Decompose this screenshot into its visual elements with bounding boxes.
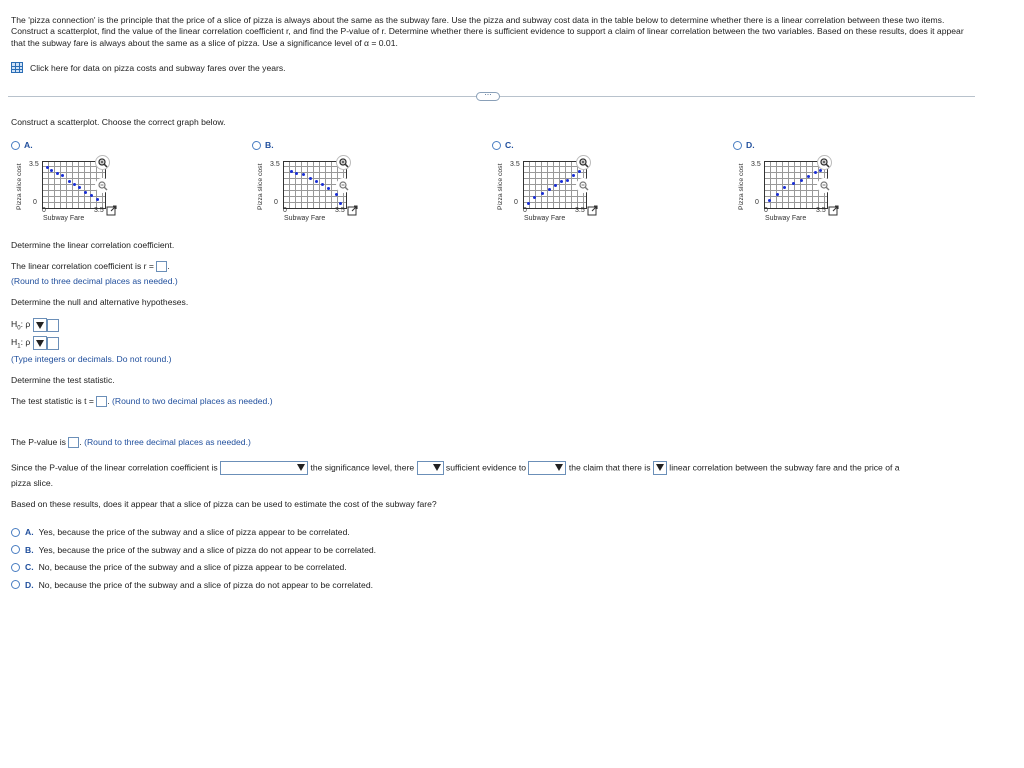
scatter-point [339,202,342,205]
y-tick-min: 0 [755,199,759,206]
zoom-out-icon[interactable] [95,178,110,193]
teststat-note: (Round to two decimal places as needed.) [112,396,273,406]
scatter-point [68,180,71,183]
conclusion-part4: the claim that there is [568,462,651,473]
option-radio-row[interactable] [11,140,33,150]
x-tick-min: 0 [42,207,46,214]
y-tick-min: 0 [33,199,37,206]
y-tick-max: 3.5 [29,161,39,168]
external-link-icon[interactable] [827,204,840,217]
scatter-point [315,180,318,183]
final-option-d[interactable] [11,580,373,590]
scatter-point [84,191,87,194]
option-radio-row[interactable] [492,140,514,150]
h0-value-input[interactable] [47,319,59,332]
x-tick-min: 0 [283,207,287,214]
y-axis-label: Pizza slice cost [497,163,504,210]
scatter-point [768,199,771,202]
scatter-point [309,177,312,180]
expand-button[interactable]: ⋯ [476,92,500,101]
scatter-point [541,192,544,195]
scatter-point [46,166,49,169]
scatter-point [572,174,575,177]
scatter-prompt: Construct a scatterplot. Choose the correct graph below. [11,117,226,127]
external-link-icon[interactable] [586,204,599,217]
option-label: D. [746,140,755,150]
table-icon [11,62,23,73]
scatter-point [554,184,557,187]
r-input[interactable] [156,261,170,272]
scatter-point [290,170,293,173]
scatter-point [61,174,64,177]
scatter-point [533,196,536,199]
x-axis-label: Subway Fare [765,215,807,222]
scatter-point [78,186,81,189]
y-tick-min: 0 [274,199,278,206]
external-link-icon[interactable] [105,204,118,217]
corr-text: The linear correlation coefficient is r = [11,261,154,271]
zoom-in-icon[interactable] [817,155,832,170]
conclusion-part5: linear correlation between the subway fare and the price of a [669,462,900,473]
option-label: C. [505,140,514,150]
y-axis-label: Pizza slice cost [257,163,264,210]
y-tick-max: 3.5 [510,161,520,168]
y-tick-max: 3.5 [270,161,280,168]
option-text: No, because the price of the subway and a slice of pizza appear to be correlated. [38,562,347,573]
external-link-icon[interactable] [346,204,359,217]
chevron-down-icon [297,464,305,471]
chevron-down-icon [433,464,441,471]
y-tick-max: 3.5 [751,161,761,168]
scatter-point [295,172,298,175]
conclusion-part3: sufficient evidence to [445,462,527,473]
scatter-point [783,186,786,189]
h1-label: $H_1$: ρ [11,337,31,350]
radio-button[interactable] [11,580,20,589]
data-link-text[interactable]: Click here for data on pizza costs and subway fares over the years. [30,62,286,73]
zoom-in-icon[interactable] [576,155,591,170]
x-axis-label: Subway Fare [284,215,326,222]
final-option-b[interactable] [11,545,376,555]
x-tick-min: 0 [523,207,527,214]
option-radio-row[interactable] [733,140,755,150]
x-tick-min: 0 [764,207,768,214]
correlation-dropdown[interactable] [653,461,667,475]
scatter-point [73,183,76,186]
zoom-out-icon[interactable] [817,178,832,193]
conclusion-part2: the significance level, there [310,462,415,473]
radio-button[interactable] [11,563,20,572]
chevron-down-icon [555,464,563,471]
x-tick-max: 3.5 [94,207,104,214]
scatter-point [776,193,779,196]
x-axis-label: Subway Fare [43,215,85,222]
scatter-point [578,170,581,173]
corr-note: (Round to three decimal places as needed.) [11,276,178,286]
pvalue-comparison-dropdown[interactable] [220,461,308,475]
radio-button[interactable] [492,141,501,150]
x-axis-label: Subway Fare [524,215,566,222]
h1-row [11,336,59,350]
zoom-in-icon[interactable] [336,155,351,170]
zoom-out-icon[interactable] [576,178,591,193]
period: . [167,261,170,271]
pvalue-note: (Round to three decimal places as needed.) [84,437,251,447]
t-input[interactable] [96,396,107,407]
option-label: B. [265,140,274,150]
x-tick-max: 3.5 [816,207,826,214]
conclusion-part1: Since the P-value of the linear correlation coefficient is [11,462,218,473]
scatter-point [327,187,330,190]
chevron-down-icon [36,340,44,347]
corr-heading: Determine the linear correlation coefficient. [11,240,175,250]
teststat-heading: Determine the test statistic. [11,375,115,385]
chevron-down-icon [656,464,664,471]
final-option-c[interactable] [11,562,347,572]
option-text: No, because the price of the subway and a slice of pizza do not appear to be correlated. [38,579,374,590]
problem-statement: The 'pizza connection' is the principle that the price of a slice of pizza is always about the same as the subway fare. Use the pizza and subway cost data in the table below to determine whether there is a linear correlation between these two items. Construct a scatterplot, find the value of the linear correlation coefficient r, and find the P-value of r. Determine whether there is sufficient evidence to support a claim of linear correlation between the two variables. Based on these results, does it appear that the subway fare is always about the same as a slice of pizza. Use a significance level of α = 0.01. [11,15,964,48]
final-option-a[interactable] [11,527,350,537]
option-label: B. [25,544,34,555]
h1-value-input[interactable] [47,337,59,350]
option-label: A. [24,140,33,150]
y-axis-label: Pizza slice cost [16,163,23,210]
x-tick-max: 3.5 [575,207,585,214]
radio-button[interactable] [11,545,20,554]
data-link[interactable] [11,62,286,73]
corr-line [11,261,170,272]
x-tick-max: 3.5 [335,207,345,214]
radio-button[interactable] [252,141,261,150]
scatter-point [807,175,810,178]
final-question: Based on these results, does it appear that a slice of pizza can be used to estimate the cost of the subway fare? [11,499,437,509]
zoom-in-icon[interactable] [95,155,110,170]
scatter-point [792,182,795,185]
zoom-out-icon[interactable] [336,178,351,193]
option-text: Yes, because the price of the subway and a slice of pizza appear to be correlated. [38,527,350,537]
h0-label: $H_0$: ρ [11,319,31,332]
scatter-point [96,198,99,201]
scatter-point [527,202,530,205]
scatter-point [302,173,305,176]
hyp-note: (Type integers or decimals. Do not round.) [11,354,172,364]
y-tick-min: 0 [514,199,518,206]
y-axis-label: Pizza slice cost [738,163,745,210]
scatter-point [56,172,59,175]
option-label: C. [25,562,34,573]
conclusion-line [11,461,900,475]
h0-row [11,318,59,332]
radio-button[interactable] [11,141,20,150]
teststat-line: The test statistic is t = . (Round to two decimal places as needed.) [11,396,273,406]
scatter-point [90,194,93,197]
scatter-point [560,180,563,183]
scatter-point [566,179,569,182]
teststat-text: The test statistic is t = [11,396,94,406]
radio-button[interactable] [11,528,20,537]
option-radio-row[interactable] [252,140,274,150]
option-label: A. [25,527,34,537]
scatter-point [335,193,338,196]
pvalue-input[interactable] [68,437,79,448]
support-dropdown[interactable] [528,461,566,475]
scatter-point [800,179,803,182]
pvalue-line: The P-value is . (Round to three decimal places as needed.) [11,437,251,447]
scatter-point [548,188,551,191]
h1-operator-dropdown[interactable] [33,336,47,350]
hyp-heading: Determine the null and alternative hypotheses. [11,297,189,307]
scatter-point [50,169,53,172]
evidence-dropdown[interactable] [417,461,444,475]
chevron-down-icon [36,322,44,329]
pvalue-text: The P-value is [11,437,66,447]
option-text: Yes, because the price of the subway and a slice of pizza do not appear to be correlated. [38,544,377,555]
conclusion-part6: pizza slice. [11,478,54,488]
h0-operator-dropdown[interactable] [33,318,47,332]
option-label: D. [25,579,34,590]
scatter-point [814,171,817,174]
scatter-point [321,183,324,186]
radio-button[interactable] [733,141,742,150]
